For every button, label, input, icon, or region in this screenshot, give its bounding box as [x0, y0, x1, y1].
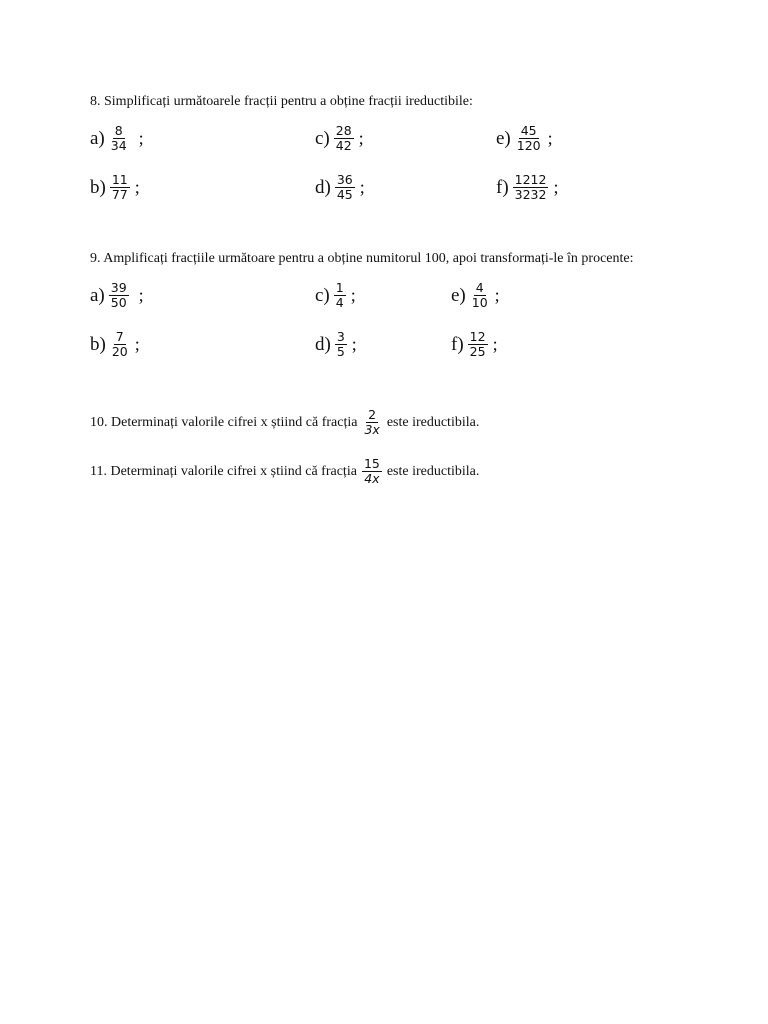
exercise-8-item-b [90, 173, 140, 202]
denominator: 5 [336, 344, 345, 359]
item-label: b) [90, 333, 106, 355]
item-label: c) [315, 127, 330, 149]
denominator: 20 [111, 344, 128, 359]
numerator: 36 [336, 172, 353, 187]
fraction [335, 330, 347, 359]
denominator: 3x [364, 422, 380, 437]
fraction [470, 281, 490, 310]
denominator: 3232 [514, 187, 547, 202]
separator: ; [547, 128, 553, 148]
numerator: 12 [469, 329, 486, 344]
exercise-10-text-end: este ireductibila. [386, 414, 480, 430]
exercise-9-item-c [315, 281, 356, 310]
exercise-8-item-c [315, 124, 364, 153]
item-label: e) [451, 284, 466, 306]
separator: ; [138, 285, 144, 305]
exercise-10 [90, 408, 479, 437]
numerator: 1212 [514, 172, 547, 187]
exercise-9-item-b [90, 330, 140, 359]
numerator: 3 [336, 329, 345, 344]
numerator: 1 [335, 280, 344, 295]
denominator: 34 [110, 138, 127, 153]
exercise-10-fraction [362, 408, 381, 437]
exercise-9-item-f [451, 330, 498, 359]
fraction [109, 124, 129, 153]
exercise-10-text: 10. Determinați valorile cifrei x știind că fracția [90, 414, 358, 430]
exercise-11-fraction [362, 457, 382, 486]
exercise-9-title: 9. Amplificați fracțiile următoare pentru a obține numitorul 100, apoi transformați-le în procente: [90, 251, 634, 266]
exercise-11-text-end: este ireductibila. [386, 463, 480, 479]
separator: ; [358, 128, 364, 148]
numerator: 7 [115, 329, 124, 344]
numerator: 15 [363, 456, 380, 471]
exercise-11-text: 11. Determinați valorile cifrei x știind că fracția [90, 463, 357, 479]
item-label: d) [315, 333, 331, 355]
item-label: c) [315, 284, 330, 306]
separator: ; [492, 334, 498, 354]
exercise-8-item-d [315, 173, 365, 202]
separator: ; [138, 128, 144, 148]
fraction [513, 173, 549, 202]
denominator: 42 [335, 138, 352, 153]
exercise-8-title: 8. Simplificați următoarele fracții pentru a obține fracții ireductibile: [90, 94, 473, 109]
denominator: 4x [364, 471, 380, 486]
separator: ; [359, 177, 365, 197]
denominator: 50 [110, 295, 127, 310]
denominator: 120 [516, 138, 541, 153]
numerator: 28 [335, 123, 352, 138]
item-label: f) [451, 333, 464, 355]
exercise-11 [90, 457, 479, 486]
item-label: b) [90, 176, 106, 198]
fraction [109, 281, 129, 310]
numerator: 45 [520, 123, 537, 138]
separator: ; [494, 285, 500, 305]
fraction [334, 124, 354, 153]
separator: ; [134, 177, 140, 197]
denominator: 45 [336, 187, 353, 202]
exercise-9-item-a [90, 281, 144, 310]
denominator: 77 [111, 187, 128, 202]
exercise-8-item-e [496, 124, 553, 153]
item-label: e) [496, 127, 511, 149]
exercise-9-item-e [451, 281, 500, 310]
fraction [515, 124, 543, 153]
numerator: 2 [368, 407, 377, 422]
denominator: 25 [469, 344, 486, 359]
exercise-8-item-f [496, 173, 558, 202]
item-label: f) [496, 176, 509, 198]
denominator: 4 [335, 295, 344, 310]
separator: ; [351, 334, 357, 354]
item-label: a) [90, 127, 105, 149]
exercise-8-item-a [90, 124, 144, 153]
fraction [110, 330, 130, 359]
item-label: d) [315, 176, 331, 198]
numerator: 39 [110, 280, 127, 295]
fraction [334, 281, 346, 310]
fraction [335, 173, 355, 202]
separator: ; [134, 334, 140, 354]
exercise-9-item-d [315, 330, 357, 359]
numerator: 4 [475, 280, 484, 295]
fraction [110, 173, 130, 202]
numerator: 8 [114, 123, 123, 138]
numerator: 11 [111, 172, 128, 187]
separator: ; [350, 285, 356, 305]
item-label: a) [90, 284, 105, 306]
denominator: 10 [471, 295, 488, 310]
fraction [468, 330, 488, 359]
separator: ; [553, 177, 559, 197]
